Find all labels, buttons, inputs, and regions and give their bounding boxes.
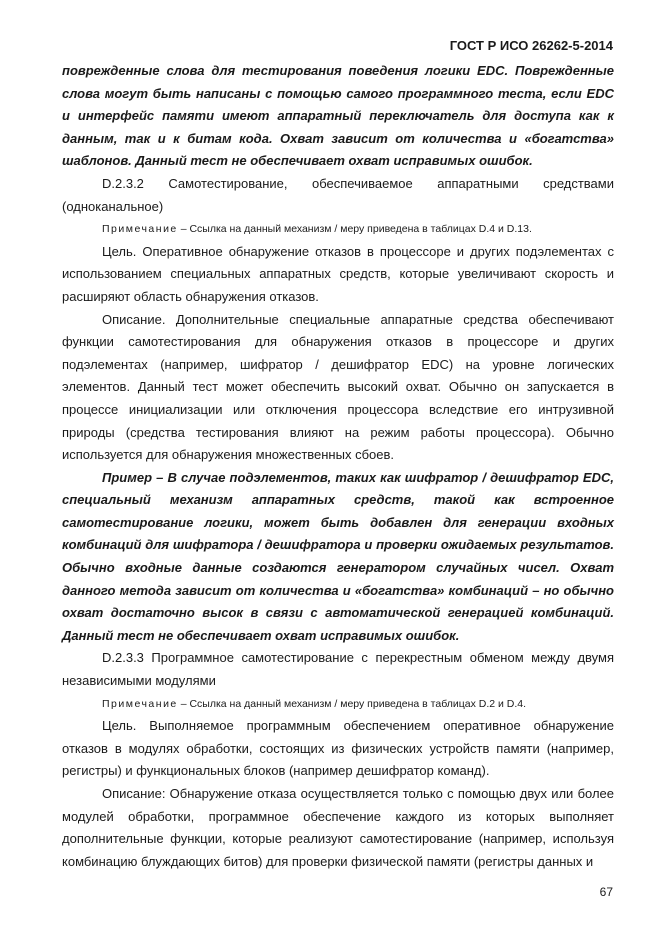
page-number: 67 [599, 885, 613, 899]
paragraph-description-d232: Описание. Дополнительные специальные аппаратные средства обеспечивают функции самотестирования для обнаружения отказов в процессоре и других подэлементах (например, шифратор / дешифратор EDC) на уровне логических элементов. Данный тест может обеспечить высокий охват. Обычно он запускается в процессе инициализации или отключения процессора вследствие его интрузивной природы (средства тестирования влияют на режим работы процессора). Обычно используется для обнаружения множественных сбоев. [62, 311, 614, 463]
note-label: Примечание [102, 223, 178, 236]
paragraph-goal-d233: Цель. Выполняемое программным обеспечением оперативное обнаружение отказов в модулях обработки, состоящих из физических устройств памяти (например, регистры) и функциональных блоков (например дешифратор команд). [62, 718, 614, 779]
note-text: – Ссылка на данный механизм / меру приведена в таблицах D.2 и D.4. [177, 697, 527, 710]
note-label: Примечание [102, 697, 178, 710]
paragraph-example-d232: Пример – В случае подэлементов, таких как шифратор / дешифратор EDC, специальный механизм аппаратных средств, такой как встроенное самотестирование логики, может быть добавлен для генерации входных комбинаций для шифратора / дешифратора и проверки ожидаемых результатов. Обычно входные данные создаются генератором случайных чисел. Охват данного метода зависит от количества и «богатства» комбинаций – но обычно охват достаточно высок в связи с автоматической генерацией комбинаций. Данный тест не обеспечивает охват исправимых ошибок. [62, 469, 614, 643]
paragraph-description-d233: Описание: Обнаружение отказа осуществляется только с помощью двух или более модулей обработки, программное обеспечение каждого из которых выполняет дополнительные функции, которые реализуют самотестирование (например, используя комбинацию блуждающих битов) для проверки физической памяти (регистры данных и [62, 786, 614, 869]
document-header: ГОСТ Р ИСО 26262-5-2014 [449, 38, 613, 53]
paragraph-goal-d232: Цель. Оперативное обнаружение отказов в процессоре и других подэлементах с использованием специальных аппаратных средств, которые увеличивают скорость и расширяют область обнаружения отказов. [62, 243, 614, 304]
section-heading-d232: D.2.3.2 Самотестирование, обеспечиваемое аппаратными средствами (одноканальное) [62, 175, 614, 214]
note-d233 [62, 693, 614, 716]
note-text: – Ссылка на данный механизм / меру приведена в таблицах D.4 и D.13. [177, 223, 532, 236]
section-heading-d233: D.2.3.3 Программное самотестирование с перекрестным обменом между двумя независимыми модулями [62, 650, 614, 689]
note-d232 [62, 218, 614, 241]
page-body [62, 60, 614, 873]
paragraph-continuation: поврежденные слова для тестирования поведения логики EDC. Поврежденные слова могут быть написаны с помощью самого программного теста, если EDC и интерфейс памяти имеют аппаратный переключатель для доступа как к данным, так и к битам кода. Охват зависит от количества и «богатства» шаблонов. Данный тест не обеспечивает охват исправимых ошибок. [62, 63, 614, 169]
